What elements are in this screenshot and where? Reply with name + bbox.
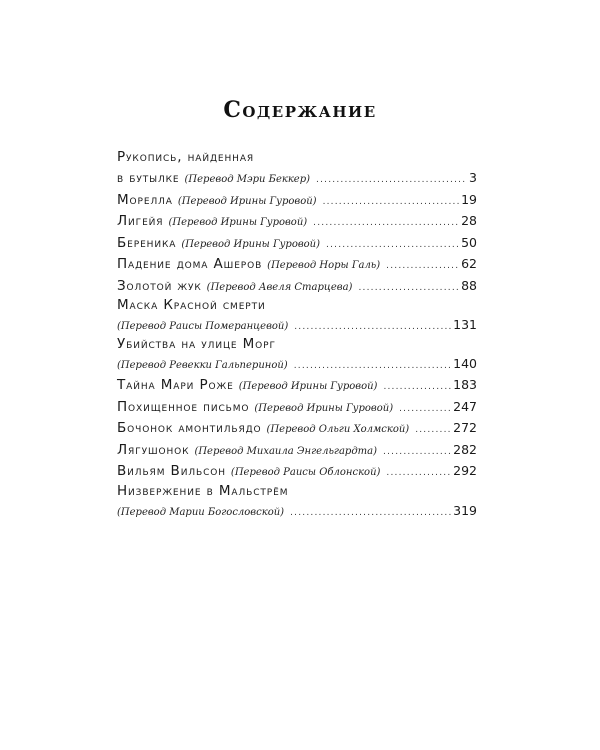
page-number: 140: [453, 356, 477, 371]
toc-entry[interactable]: [117, 417, 477, 439]
dot-leader: [399, 399, 451, 421]
story-title: Тайна Мари Роже: [117, 377, 234, 393]
toc-entry[interactable]: [117, 275, 477, 297]
story-title: в бутылке: [117, 170, 180, 186]
toc-entry[interactable]: [117, 396, 477, 418]
toc-entry-heading-line: [117, 335, 477, 354]
dot-leader: [383, 377, 451, 399]
translator-credit: (Перевод Норы Галь): [267, 260, 381, 271]
page-title: Содержание: [223, 97, 377, 123]
page-number: 319: [453, 502, 477, 518]
dot-leader: [415, 420, 451, 442]
dot-leader: [294, 356, 451, 376]
translator-credit: (Перевод Раисы Облонской): [230, 467, 381, 478]
dot-leader: [383, 442, 451, 464]
story-title: Береника: [117, 234, 177, 251]
page-number: 272: [453, 420, 477, 435]
toc-entry[interactable]: [117, 253, 477, 275]
toc-entry[interactable]: [117, 232, 477, 254]
page-number: 131: [453, 317, 477, 332]
translator-credit: (Перевод Ирины Гуровой): [181, 238, 321, 250]
toc-entry[interactable]: [117, 167, 477, 189]
table-of-contents: [117, 148, 477, 521]
translator-credit: (Перевод Мэри Беккер): [184, 174, 311, 185]
dot-leader: [290, 503, 451, 523]
translator-credit: (Перевод Марии Богословской): [117, 506, 285, 518]
toc-entry[interactable]: [117, 354, 477, 374]
story-title: Морелла: [117, 191, 173, 208]
story-title: Вильям Вильсон: [117, 463, 226, 479]
toc-entry-heading-line: [117, 148, 477, 167]
page-number: 247: [453, 398, 477, 414]
toc-entry[interactable]: [117, 501, 477, 521]
translator-credit: (Перевод Ревекки Гальпериной): [117, 360, 288, 371]
story-title: Бочонок амонтильядо: [117, 420, 262, 436]
story-title: Лигейя: [117, 213, 164, 229]
dot-leader: [358, 278, 459, 300]
toc-entry[interactable]: [117, 189, 477, 211]
story-title: Похищенное письмо: [117, 398, 250, 415]
translator-credit: (Перевод Ирины Гуровой): [177, 195, 317, 207]
story-title: Убийства на улице Морг: [117, 336, 276, 352]
translator-credit: (Перевод Раисы Померанцевой): [117, 321, 289, 332]
translator-credit: (Перевод Ольги Холмской): [266, 424, 410, 435]
page-number: 183: [453, 377, 477, 392]
story-title: Маска Красной смерти: [117, 297, 266, 313]
translator-credit: (Перевод Ирины Гуровой): [238, 381, 378, 392]
toc-entry[interactable]: [117, 374, 477, 396]
toc-entry[interactable]: [117, 315, 477, 335]
page-number: 19: [461, 191, 477, 207]
toc-entry[interactable]: [117, 439, 477, 461]
page-number: 3: [469, 170, 477, 185]
translator-credit: (Перевод Михаила Энгельгардта): [194, 445, 378, 457]
dot-leader: [323, 192, 460, 214]
story-title: Падение дома Ашеров: [117, 256, 263, 272]
translator-credit: (Перевод Ирины Гуровой): [168, 217, 308, 228]
toc-entry[interactable]: [117, 210, 477, 232]
page-number: 28: [461, 213, 477, 228]
dot-leader: [386, 256, 459, 278]
translator-credit: (Перевод Ирины Гуровой): [254, 402, 394, 414]
page-number: 50: [461, 234, 477, 250]
story-title: Лягушонок: [117, 441, 190, 458]
story-title: Рукопись, найденная: [117, 149, 255, 165]
story-title: Золотой жук: [117, 277, 202, 294]
page-number: 62: [461, 256, 477, 271]
dot-leader: [313, 213, 459, 235]
dot-leader: [326, 235, 459, 257]
dot-leader: [316, 170, 467, 192]
page-number: 292: [453, 463, 477, 478]
page-number: 282: [453, 441, 477, 457]
dot-leader: [294, 317, 451, 337]
dot-leader: [386, 463, 451, 485]
story-title: Низвержение в Мальстрём: [117, 482, 289, 499]
page-number: 88: [461, 277, 477, 293]
toc-entry[interactable]: [117, 460, 477, 482]
translator-credit: (Перевод Авеля Старцева): [206, 281, 353, 293]
